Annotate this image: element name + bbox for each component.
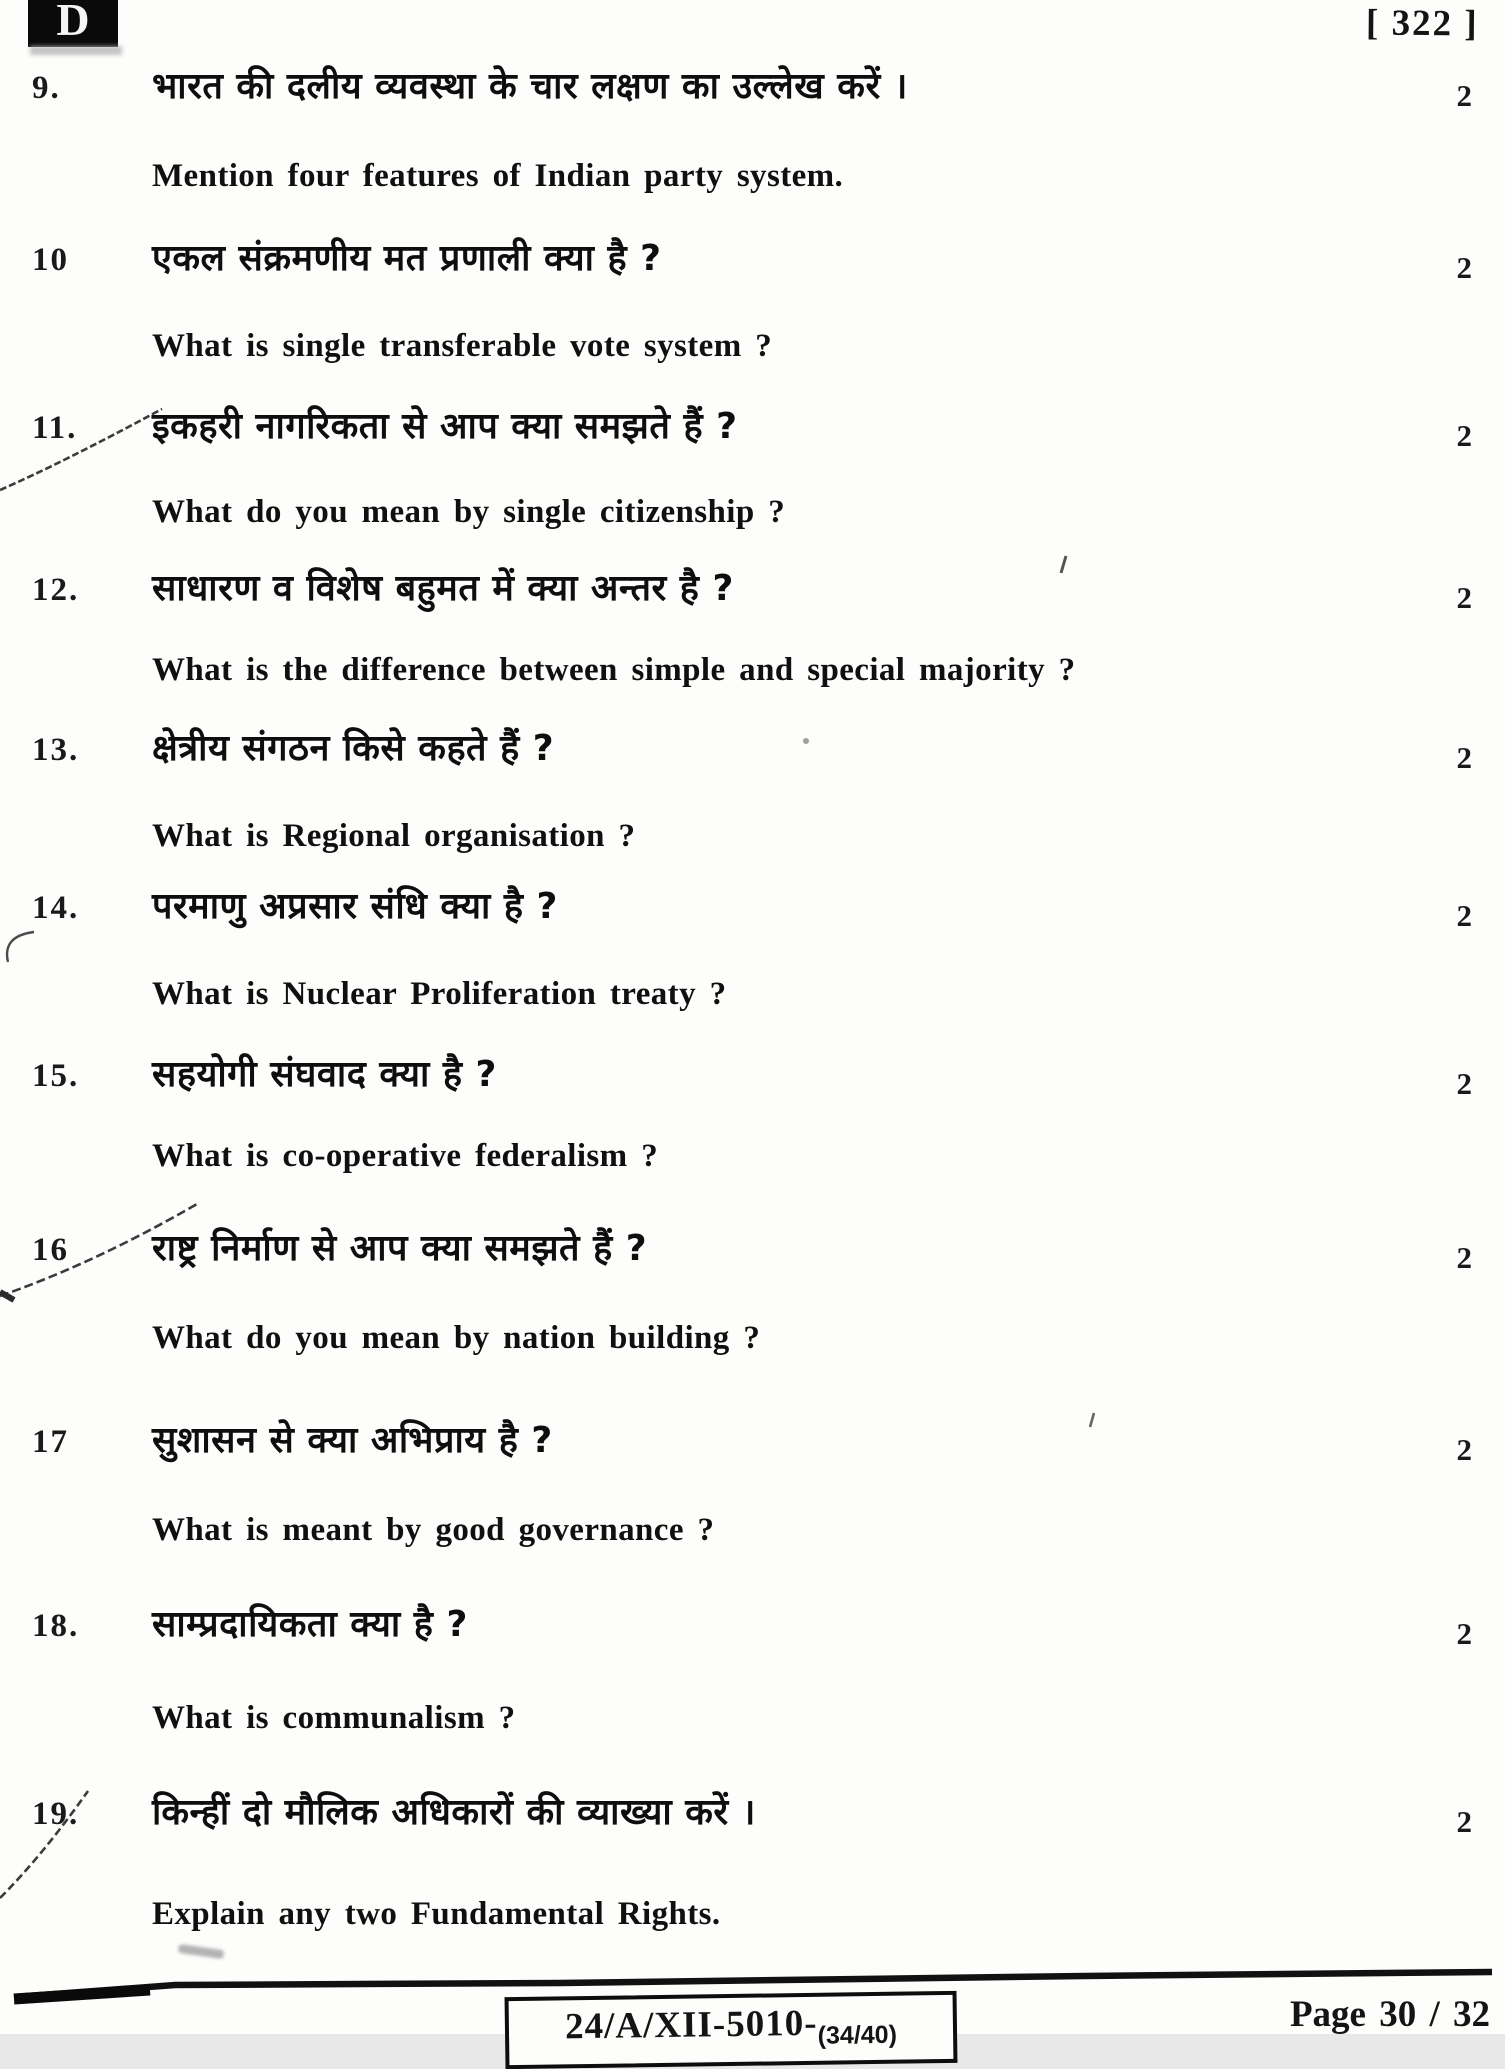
question-marks: 2 xyxy=(1456,1066,1472,1101)
paper-code-suffix: (34/40) xyxy=(817,2020,898,2050)
question-marks: 2 xyxy=(1456,1616,1472,1651)
paper-code: 24/A/XII-5010- xyxy=(564,2002,818,2048)
question-text-english: What is single transferable vote system ? xyxy=(152,328,773,364)
question-text-english: Mention four features of Indian party system. xyxy=(152,158,844,194)
question-text-english: What do you mean by nation building ? xyxy=(152,1320,761,1356)
question-text-hindi: सुशासन से क्या अभिप्राय है ? xyxy=(152,1420,553,1461)
question-text-hindi: साम्प्रदायिकता क्या है ? xyxy=(152,1604,468,1645)
question-marks: 2 xyxy=(1456,250,1472,285)
question-text-hindi: साधारण व विशेष बहुमत में क्या अन्तर है ? xyxy=(152,568,734,609)
question-number: 19. xyxy=(32,1796,80,1832)
question-text-hindi: राष्ट्र निर्माण से आप क्या समझते हैं ? xyxy=(152,1228,648,1269)
question-text-english: What is Regional organisation ? xyxy=(152,818,636,854)
question-text-english: What is the difference between simple and special majority ? xyxy=(152,652,1076,688)
question-text-hindi: एकल संक्रमणीय मत प्रणाली क्या है ? xyxy=(152,238,662,279)
question-number: 16 xyxy=(32,1232,69,1268)
page-indicator: Page 30 / 32 xyxy=(1289,1994,1490,2035)
question-number: 13. xyxy=(32,732,80,768)
pen-curve-q14 xyxy=(7,932,34,962)
question-number: 9. xyxy=(32,70,61,106)
question-text-hindi: परमाणु अप्रसार संधि क्या है ? xyxy=(152,886,558,927)
paper-code-box xyxy=(505,1991,958,2069)
question-marks: 2 xyxy=(1456,580,1472,615)
section-badge: D xyxy=(28,0,118,47)
question-text-hindi: किन्हीं दो मौलिक अधिकारों की व्याख्या करें । xyxy=(152,1792,756,1833)
question-marks: 2 xyxy=(1456,78,1472,113)
question-text-english: What is meant by good governance ? xyxy=(152,1512,715,1548)
footer-rule-thick-end xyxy=(14,1990,150,1999)
question-number: 15. xyxy=(32,1058,80,1094)
question-text-hindi: इकहरी नागरिकता से आप क्या समझते हैं ? xyxy=(152,406,738,447)
question-text-hindi: सहयोगी संघवाद क्या है ? xyxy=(152,1054,497,1095)
pen-slash-q16-tail xyxy=(0,1292,14,1300)
question-number: 12. xyxy=(32,572,80,608)
question-marks: 2 xyxy=(1456,1432,1472,1467)
question-number: 17 xyxy=(32,1424,69,1460)
question-text-english: What do you mean by single citizenship ? xyxy=(152,494,786,530)
question-text-english: What is co-operative federalism ? xyxy=(152,1138,659,1174)
question-text-hindi: भारत की दलीय व्यवस्था के चार लक्षण का उल्लेख करें । xyxy=(152,66,908,107)
question-text-english: Explain any two Fundamental Rights. xyxy=(152,1896,721,1932)
scan-shadow xyxy=(30,46,122,55)
question-number: 10 xyxy=(32,242,69,278)
page-reference-number: [ 322 ] xyxy=(1366,2,1480,45)
question-marks: 2 xyxy=(1456,418,1472,453)
question-number: 14. xyxy=(32,890,80,926)
eraser-smudge xyxy=(178,1944,225,1959)
question-text-hindi: क्षेत्रीय संगठन किसे कहते हैं ? xyxy=(152,728,555,769)
question-marks: 2 xyxy=(1456,740,1472,775)
question-number: 18. xyxy=(32,1608,80,1644)
question-number: 11. xyxy=(32,410,78,446)
question-marks: 2 xyxy=(1456,1804,1472,1839)
question-marks: 2 xyxy=(1456,898,1472,933)
question-text-english: What is Nuclear Proliferation treaty ? xyxy=(152,976,727,1012)
question-marks: 2 xyxy=(1456,1240,1472,1275)
question-text-english: What is communalism ? xyxy=(152,1700,516,1736)
